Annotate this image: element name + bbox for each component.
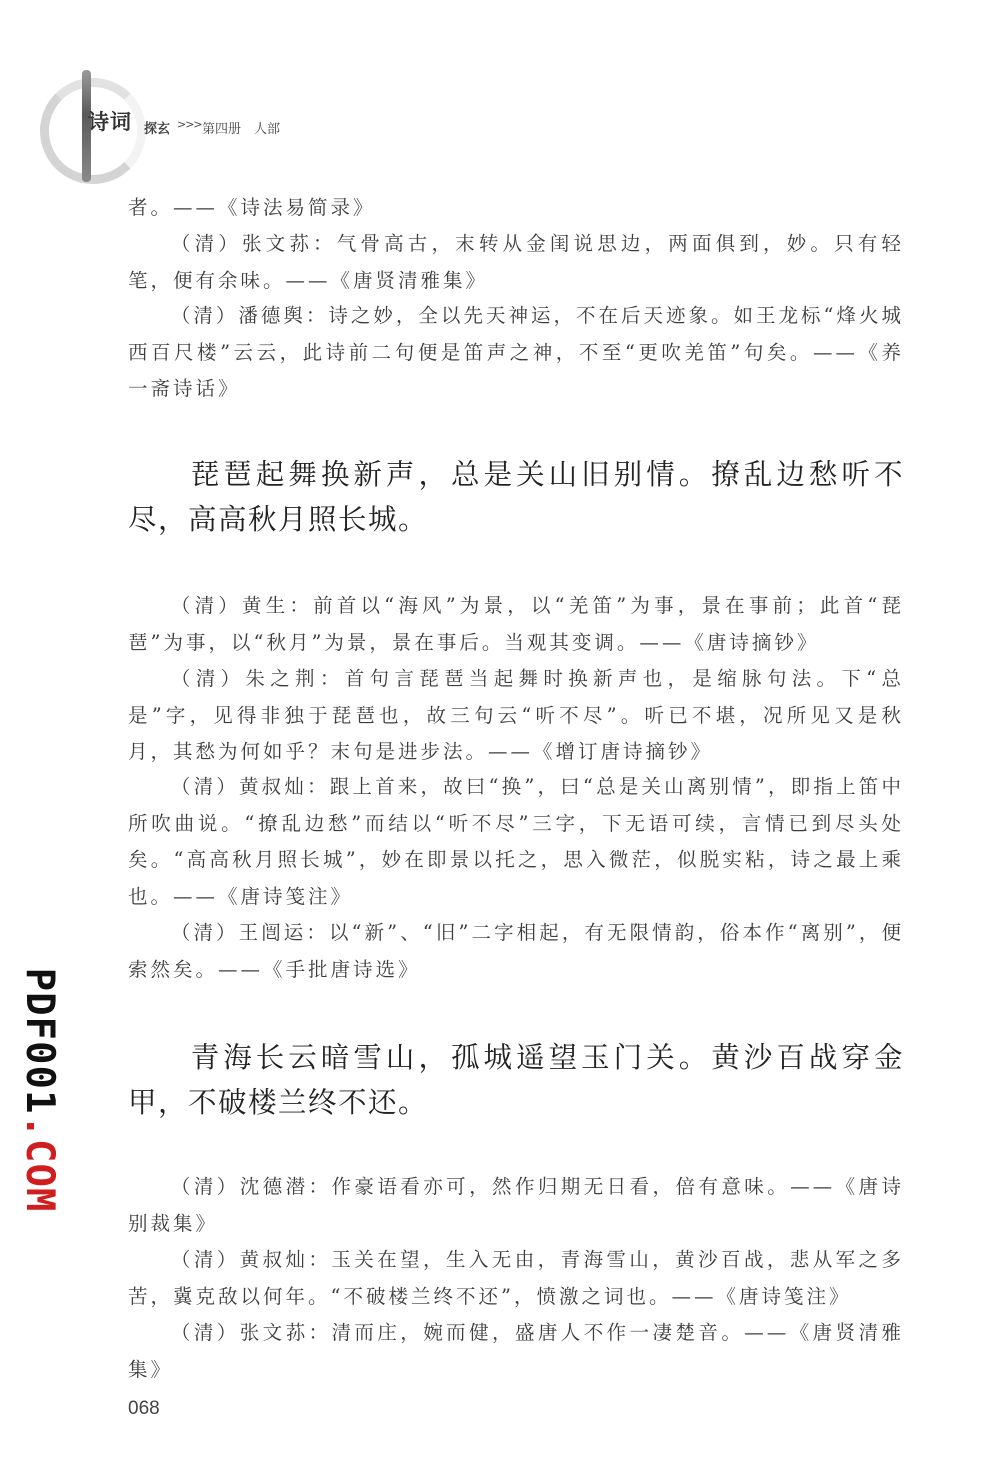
commentary-paragraph: （清）黄叔灿：跟上首来，故曰“换”，曰“总是关山离别情”，即指上笛中所吹曲说。“撩乱边愁”而结以“听不尽”三字，下无语可续，言情已到尽头处矣。“高高秋月照长城”，妙在即景以托之，思入微茫，似脱实粘，诗之最上乘也。——《唐诗笺注》 xyxy=(128,775,904,908)
commentary-paragraph: （清）张文荪：气骨高古，末转从金闺说思边，两面俱到，妙。只有轻笔，便有余味。——《唐贤清雅集》 xyxy=(128,232,904,292)
commentary-paragraph: （清）沈德潜：作豪语看亦可，然作归期无日看，倍有意味。——《唐诗别裁集》 xyxy=(128,1175,904,1235)
book-logo-text: 诗词 xyxy=(88,109,132,134)
watermark-suffix: .COM xyxy=(17,1114,62,1213)
poem-text: 青海长云暗雪山，孤城遥望玉门关。黄沙百战穿金甲，不破楼兰终不还。 xyxy=(128,1041,904,1119)
poem-text: 琵琶起舞换新声，总是关山旧别情。撩乱边愁听不尽，高高秋月照长城。 xyxy=(128,458,904,536)
commentary-paragraph: （清）王闿运：以“新”、“旧”二字相起，有无限情韵，俗本作“离别”，便索然矣。——《手批唐诗选》 xyxy=(128,921,904,981)
running-header xyxy=(40,70,340,190)
commentary-paragraph: （清）潘德舆：诗之妙，全以先天神运，不在后天迹象。如王龙标“烽火城西百尺楼”云云，此诗前二句便是笛声之神，不至“更吹羌笛”句矣。——《养一斋诗话》 xyxy=(128,304,904,400)
watermark-prefix: PDF001 xyxy=(17,967,62,1115)
commentary-paragraph: （清）朱之荆：首句言琵琶当起舞时换新声也，是缩脉句法。下“总是”字，见得非独于琵琶也，故三句云“听不尽”。听已不堪，况所见又是秋月，其愁为何如乎？末句是进步法。——《增订唐诗摘钞》 xyxy=(128,667,904,763)
page-number: 068 xyxy=(128,1398,160,1419)
commentary-paragraph: （清）黄叔灿：玉关在望，生入无由，青海雪山，黄沙百战，悲从军之多苦，冀克敌以何年。“不破楼兰终不还”，愤激之词也。——《唐诗笺注》 xyxy=(128,1248,904,1308)
header-chevrons: >>> xyxy=(177,118,202,131)
volume-title: 第四册 人部 xyxy=(202,122,281,137)
commentary-paragraph: （清）张文荪：清而庄，婉而健，盛唐人不作一凄楚音。——《唐贤清雅集》 xyxy=(128,1321,904,1381)
commentary-paragraph: 者。——《诗法易简录》 xyxy=(128,196,376,219)
book-series-name: 探玄 xyxy=(144,122,171,137)
site-watermark xyxy=(18,960,62,1220)
commentary-paragraph: （清）黄生：前首以“海风”为景，以“羌笛”为事，景在事前；此首“琵琶”为事，以“秋月”为景，景在事后。当观其变调。——《唐诗摘钞》 xyxy=(128,594,904,654)
